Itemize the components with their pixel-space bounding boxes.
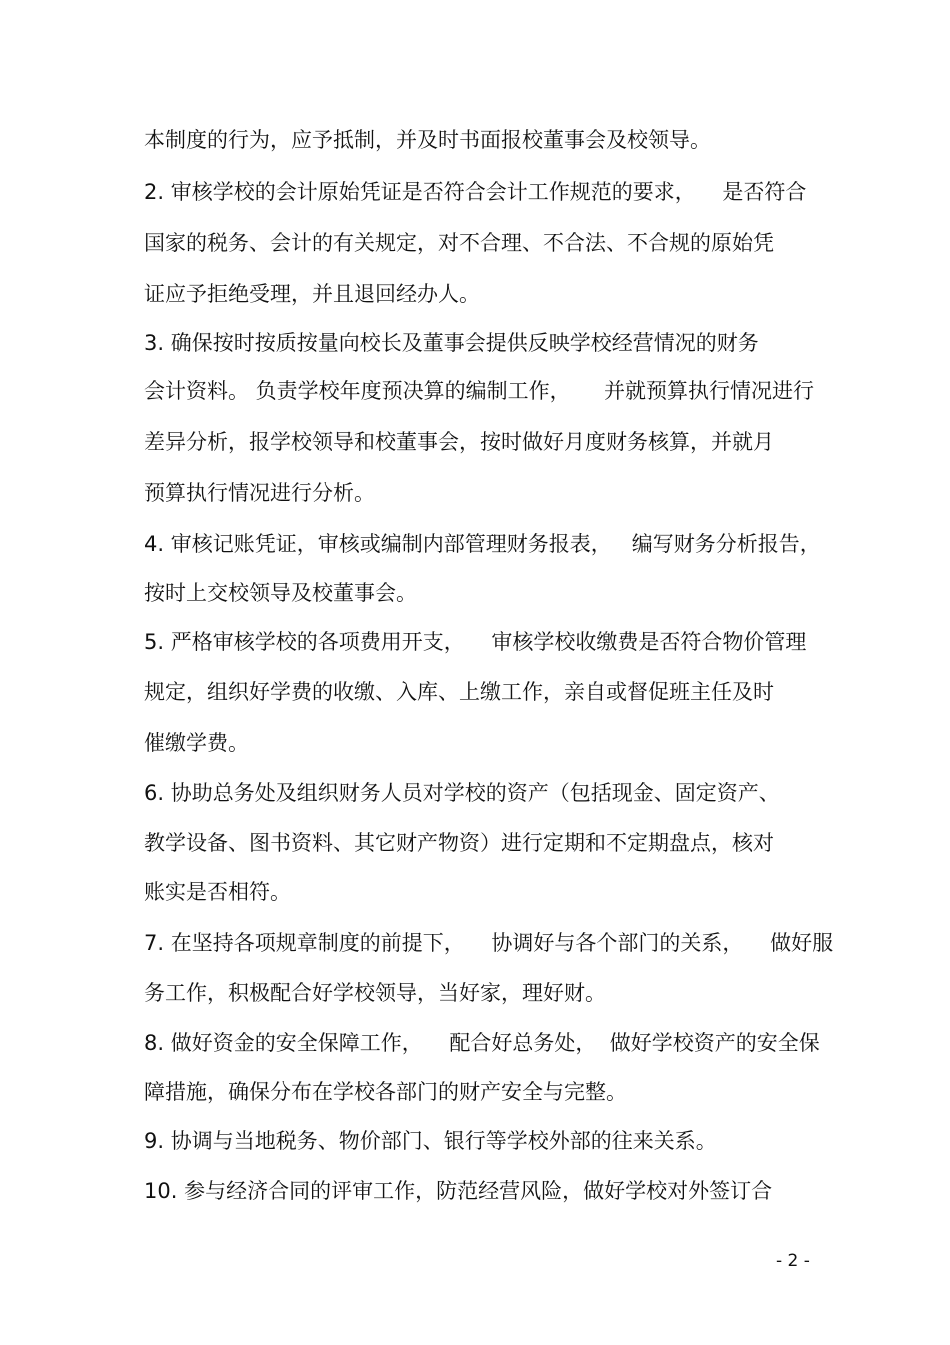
text-line: 8. 做好资金的安全保障工作， 配合好总务处， 做好学校资产的安全保 [144,1031,820,1055]
text-line: 教学设备、图书资料、其它财产物资）进行定期和不定期盘点，核对 [144,831,774,855]
text-line: 本制度的行为，应予抵制，并及时书面报校董事会及校领导。 [144,128,711,152]
text-line: 10. 参与经济合同的评审工作，防范经营风险，做好学校对外签订合 [144,1179,773,1203]
text-line: 按时上交校领导及校董事会。 [144,581,417,605]
text-line: 证应予拒绝受理，并且退回经办人。 [144,282,480,306]
text-line: 务工作，积极配合好学校领导，当好家，理好财。 [144,981,606,1005]
text-line: 差异分析，报学校领导和校董事会，按时做好月度财务核算，并就月 [144,430,774,454]
text-line: 7. 在坚持各项规章制度的前提下， 协调好与各个部门的关系， 做好服 [144,931,834,955]
text-line: 障措施，确保分布在学校各部门的财产安全与完整。 [144,1080,627,1104]
text-line: 会计资料。 负责学校年度预决算的编制工作， 并就预算执行情况进行 [144,379,815,403]
text-line: 5. 严格审核学校的各项费用开支， 审核学校收缴费是否符合物价管理 [144,630,807,654]
text-line: 预算执行情况进行分析。 [144,481,375,505]
text-line: 2. 审核学校的会计原始凭证是否符合会计工作规范的要求， 是否符合 [144,180,807,204]
text-line: 规定，组织好学费的收缴、入库、上缴工作，亲自或督促班主任及时 [144,680,774,704]
text-line: 4. 审核记账凭证，审核或编制内部管理财务报表， 编写财务分析报告， [144,532,821,556]
text-line: 3. 确保按时按质按量向校长及董事会提供反映学校经营情况的财务 [144,331,759,355]
page-number: - 2 - [776,1251,810,1271]
text-line: 9. 协调与当地税务、物价部门、银行等学校外部的往来关系。 [144,1129,717,1153]
text-line: 账实是否相符。 [144,880,291,904]
text-line: 国家的税务、会计的有关规定，对不合理、不合法、不合规的原始凭 [144,231,774,255]
text-line: 6. 协助总务处及组织财务人员对学校的资产（包括现金、固定资产、 [144,781,780,805]
text-line: 催缴学费。 [144,731,249,755]
